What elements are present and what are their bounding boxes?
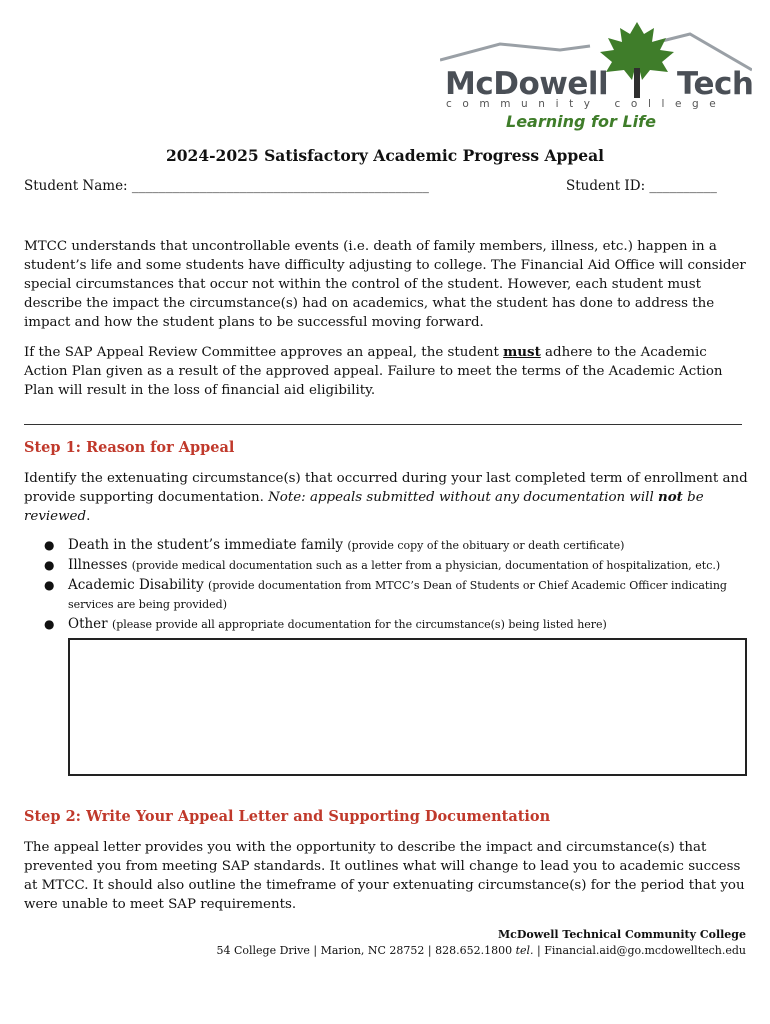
footer-tel: tel. xyxy=(515,944,534,957)
logo-wordmark xyxy=(445,66,754,102)
student-id-field[interactable] xyxy=(566,178,717,194)
student-name-blank[interactable]: ____________________________________________ xyxy=(131,178,429,194)
step1-note-b: be reviewed xyxy=(24,490,704,524)
approval-text-a: If the SAP Appeal Review Committee approves an appeal, the student xyxy=(24,345,504,360)
student-id-label: Student ID: xyxy=(566,178,646,194)
approval-paragraph xyxy=(24,343,748,400)
intro-paragraph: MTCC understands that uncontrollable events (i.e. death of family members, illness, etc.) happen in a student’s life and some students have difficulty adjusting to college. The Financial Aid Office will consider special circumstances that occur not within the control of the student. However, each student must describe the impact the circumstance(s) had on academics, what the student has done to address the impact and how the student plans to be successful moving forward. xyxy=(24,239,746,330)
student-id-blank[interactable]: __________ xyxy=(649,178,717,194)
bullet-label: Other xyxy=(68,616,108,632)
bullet-note: (provide documentation from MTCC’s Dean of Students or Chief Academic Officer indicating services are being provided) xyxy=(68,579,727,611)
list-item xyxy=(44,556,734,575)
student-name-field[interactable] xyxy=(24,178,429,194)
bullet-dot-icon: ● xyxy=(44,617,55,631)
circumstance-list xyxy=(44,536,734,635)
logo-subtitle: community college xyxy=(446,98,727,110)
step1-heading: Step 1: Reason for Appeal xyxy=(24,439,235,456)
logo-brand-left: McDowell xyxy=(445,66,609,102)
approval-text-b: adhere to the Academic Action Plan given as a result of the approved appeal. Failure to meet the terms of the Academic Action Plan will result in the loss of financial aid eligibility. xyxy=(24,345,723,398)
bullet-note: (please provide all appropriate documentation for the circumstance(s) being listed here) xyxy=(111,618,607,631)
bullet-note: (provide copy of the obituary or death certificate) xyxy=(347,539,625,552)
list-item xyxy=(44,576,734,614)
step1-paragraph xyxy=(24,469,748,526)
footer-email: | Financial.aid@go.mcdowelltech.edu xyxy=(533,944,746,957)
step1-note-end: . xyxy=(86,509,91,524)
step2-heading: Step 2: Write Your Appeal Letter and Supporting Documentation xyxy=(24,808,551,825)
bullet-label: Death in the student’s immediate family xyxy=(68,537,344,553)
bullet-label: Academic Disability xyxy=(68,577,204,593)
bullet-dot-icon: ● xyxy=(44,538,55,552)
logo-tagline: Learning for Life xyxy=(506,112,656,131)
must-emphasis: must xyxy=(503,344,541,360)
bullet-label: Illnesses xyxy=(68,557,128,573)
other-circumstance-textbox[interactable] xyxy=(68,638,747,776)
list-item xyxy=(44,536,734,555)
step1-note-a: Note: appeals submitted without any documentation will xyxy=(268,490,658,505)
step1-text: Identify the extenuating circumstance(s) that occurred during your last completed term of enrollment and provide supporting documentation. xyxy=(24,471,748,505)
section-divider xyxy=(24,424,742,425)
student-name-label: Student Name: xyxy=(24,178,128,194)
bullet-dot-icon: ● xyxy=(44,578,55,592)
document-title: 2024-2025 Satisfactory Academic Progress Appeal xyxy=(165,146,605,165)
footer-address: 54 College Drive | Marion, NC 28752 | 828.652.1800 xyxy=(216,944,516,957)
logo-brand-right: Tech xyxy=(677,66,754,102)
footer-contact xyxy=(216,944,746,957)
step1-note-not: not xyxy=(658,489,683,505)
bullet-dot-icon: ● xyxy=(44,558,55,572)
college-logo xyxy=(440,20,752,138)
step2-paragraph: The appeal letter provides you with the opportunity to describe the impact and circumstance(s) that prevented you from meeting SAP standards. It outlines what will change to lead you to academic success at MTCC. It should also outline the timeframe of your extenuating circumstance(s) for the period that you were unable to meet SAP requirements. xyxy=(24,840,745,912)
footer-org: McDowell Technical Community College xyxy=(497,928,746,941)
list-item xyxy=(44,615,734,634)
bullet-note: (provide medical documentation such as a letter from a physician, documentation of hospitalization, etc.) xyxy=(131,559,721,572)
